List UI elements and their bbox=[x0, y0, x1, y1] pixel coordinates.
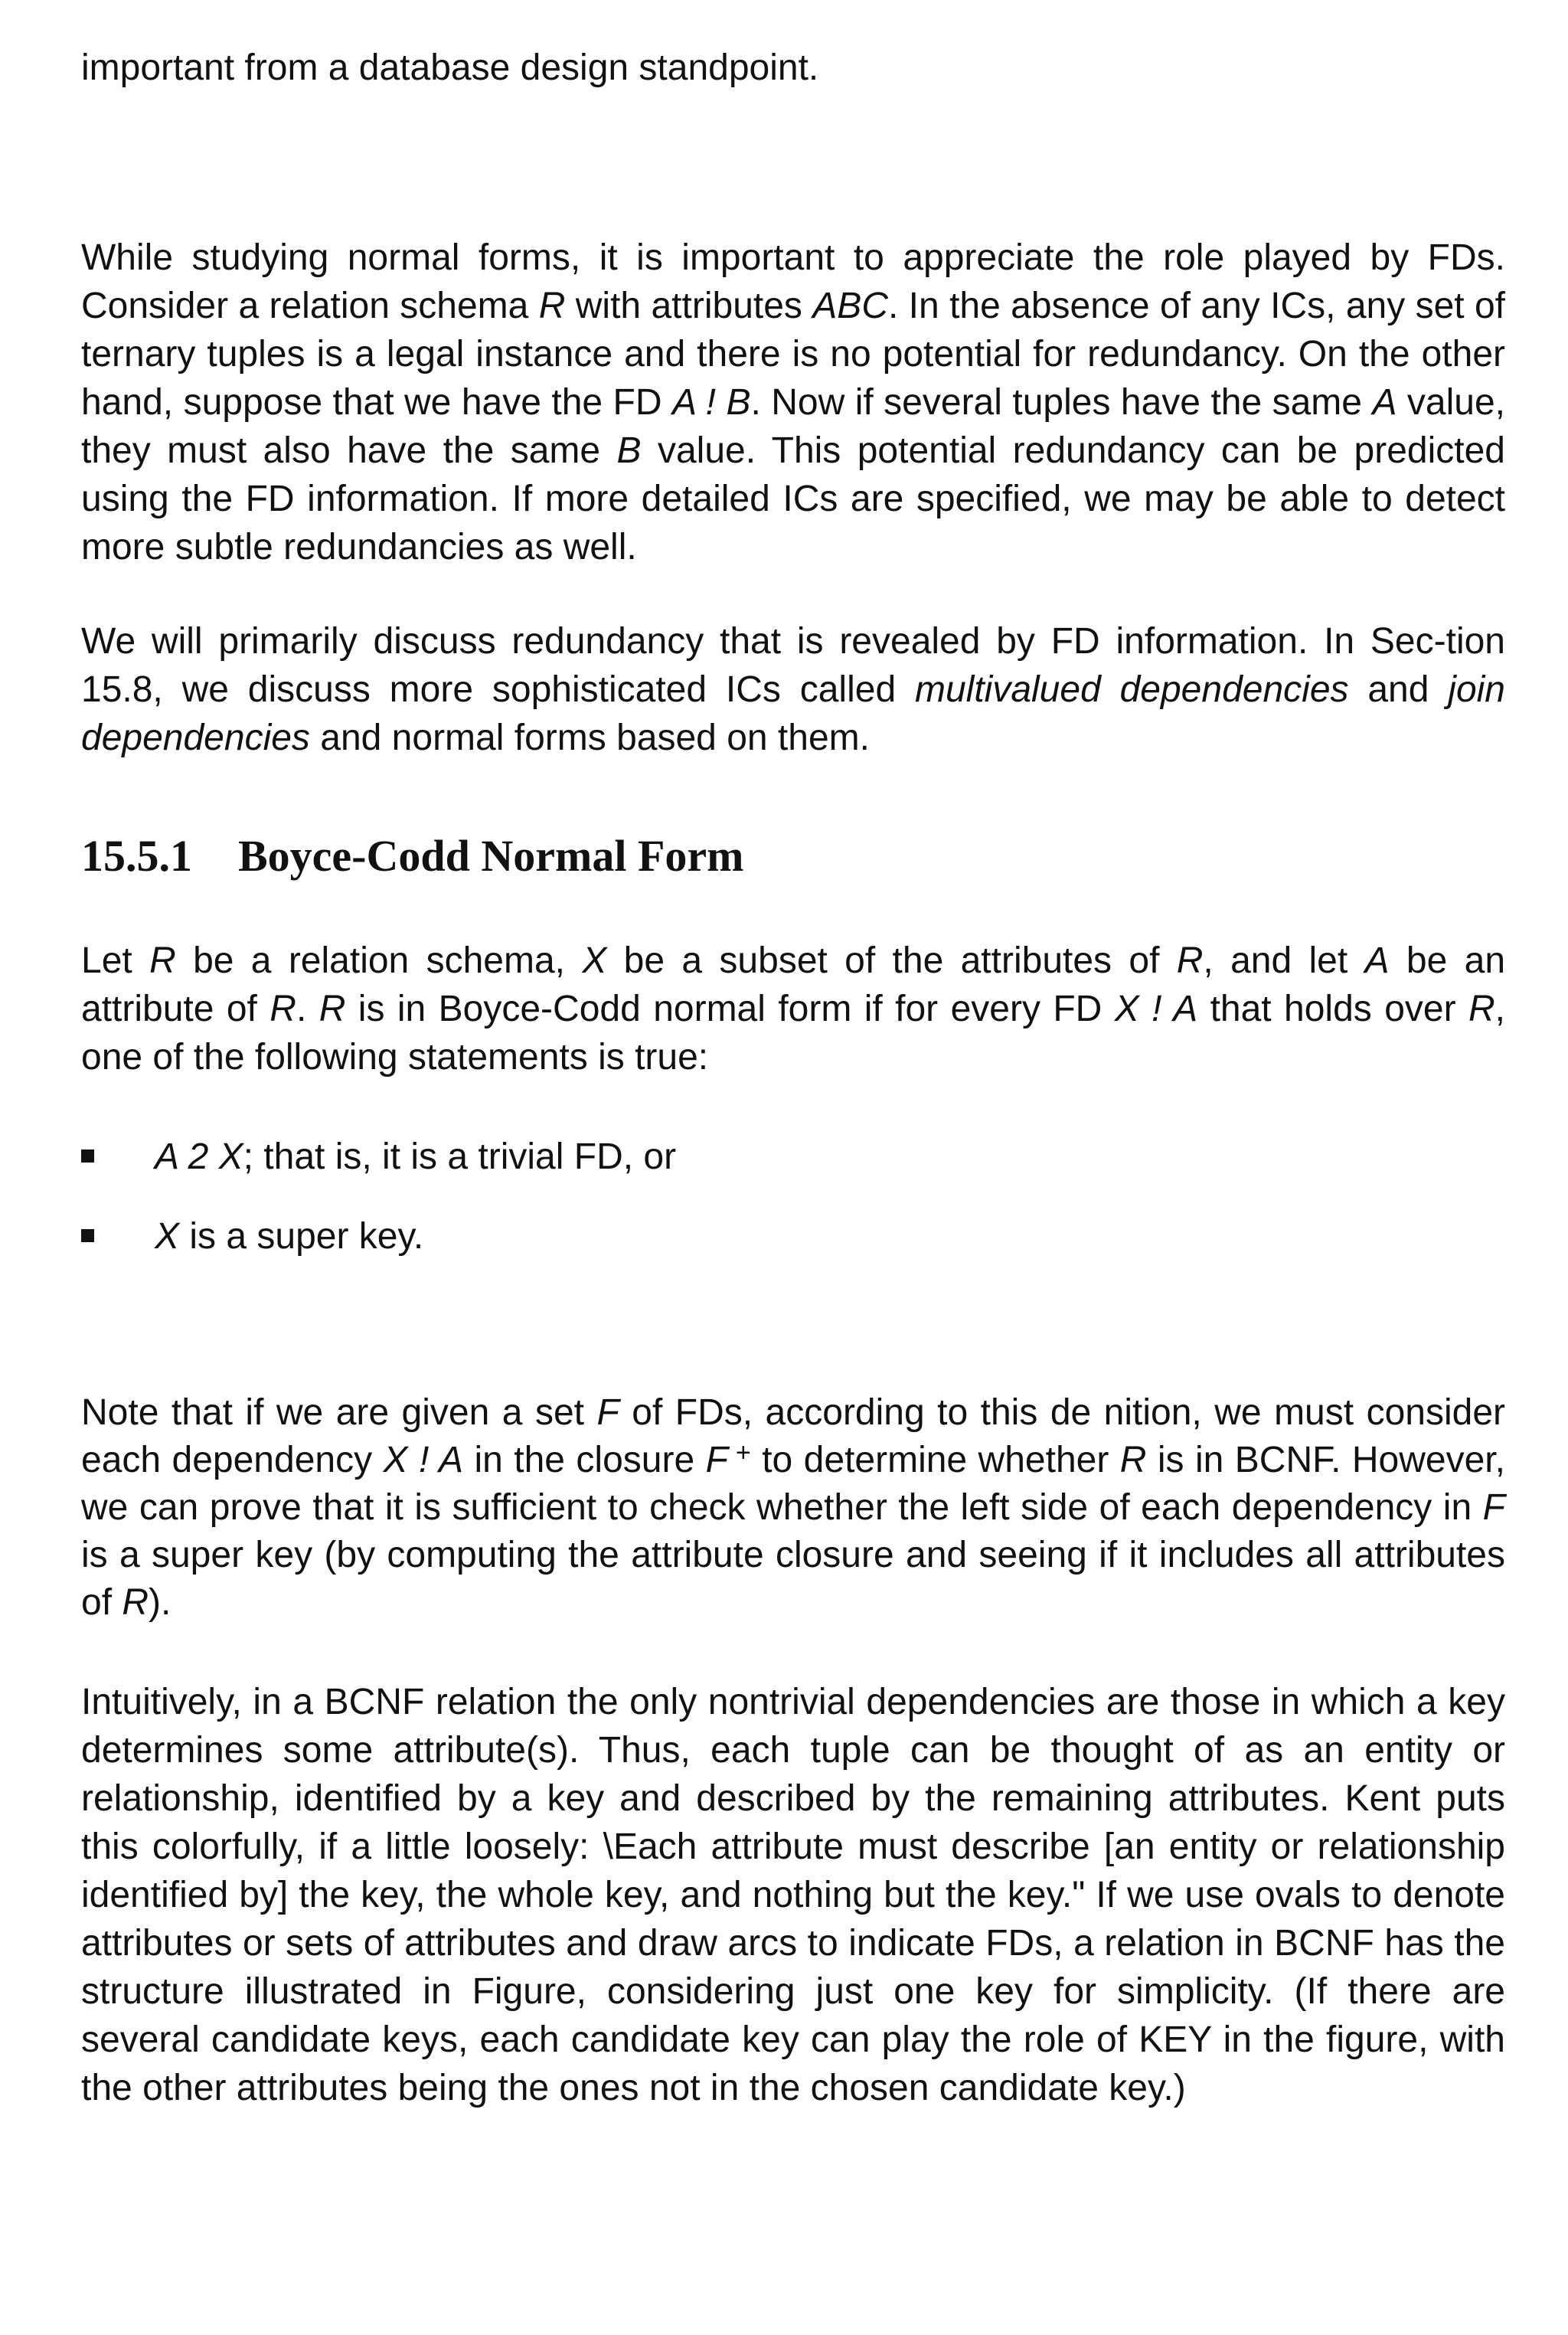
bullet-square-icon bbox=[81, 1229, 94, 1242]
paragraph-fd-role: While studying normal forms, it is important to appreciate the role played by FDs. Consider a relation schema R with attributes ABC. In the absence of any ICs, any set of ternary tuples is a legal instance and there is no potential for redundancy. On the other hand, suppose that we have the FD A ! B. Now if several tuples have the same A value, they must also have the same B value. This potential redundancy can be predicted using the FD information. If more detailed ICs are specified, we may be able to detect more subtle redundancies as well. bbox=[81, 237, 1506, 567]
section-heading bbox=[81, 829, 743, 883]
paragraph-intuitive: Intuitively, in a BCNF relation the only nontrivial dependencies are those in which a key determines some attribute(s). Thus, each tuple can be thought of as an entity or relationship, identified by a key and described by the remaining attributes. Kent puts this colorfully, if a little loosely: \Each attribute must describe [an entity or relationship identified by] the key, the whole key, and nothing but the key." If we use ovals to denote attributes or sets of attributes and draw arcs to indicate FDs, a relation in BCNF has the structure illustrated in Figure, considering just one key for simplicity. (If there are several candidate keys, each candidate key can play the role of KEY in the figure, with the other attributes being the ones not in the chosen candidate key.) bbox=[81, 1682, 1505, 2108]
paragraph-definition: Let R be a relation schema, X be a subset of the attributes of R, and let A be an attribute of R. R is in Boyce-Codd normal form if for every FD X ! A that holds over R, one of the following statements is true: bbox=[81, 940, 1506, 1078]
paragraph-discuss: We will primarily discuss redundancy that is revealed by FD information. In Sec-tion 15.8, we discuss more sophisticated ICs called multivalued dependencies and join dependencies and normal forms based on them. bbox=[81, 621, 1505, 758]
section-number: 15.5.1 bbox=[81, 831, 192, 881]
paragraph-note: Note that if we are given a set F of FDs, according to this de nition, we must consider each dependency X ! A in the closure F + to determine whether R is in BCNF. However, we can prove that it is sufficient to check whether the left side of each dependency in F is a super key (by computing the attribute closure and seeing if it includes all attributes of R). bbox=[81, 1392, 1505, 1623]
closure-superscript: + bbox=[735, 1438, 751, 1467]
section-title: Boyce-Codd Normal Form bbox=[238, 831, 744, 881]
bullet-square-icon bbox=[81, 1150, 94, 1163]
top-line: important from a database design standpoint. bbox=[81, 47, 819, 88]
